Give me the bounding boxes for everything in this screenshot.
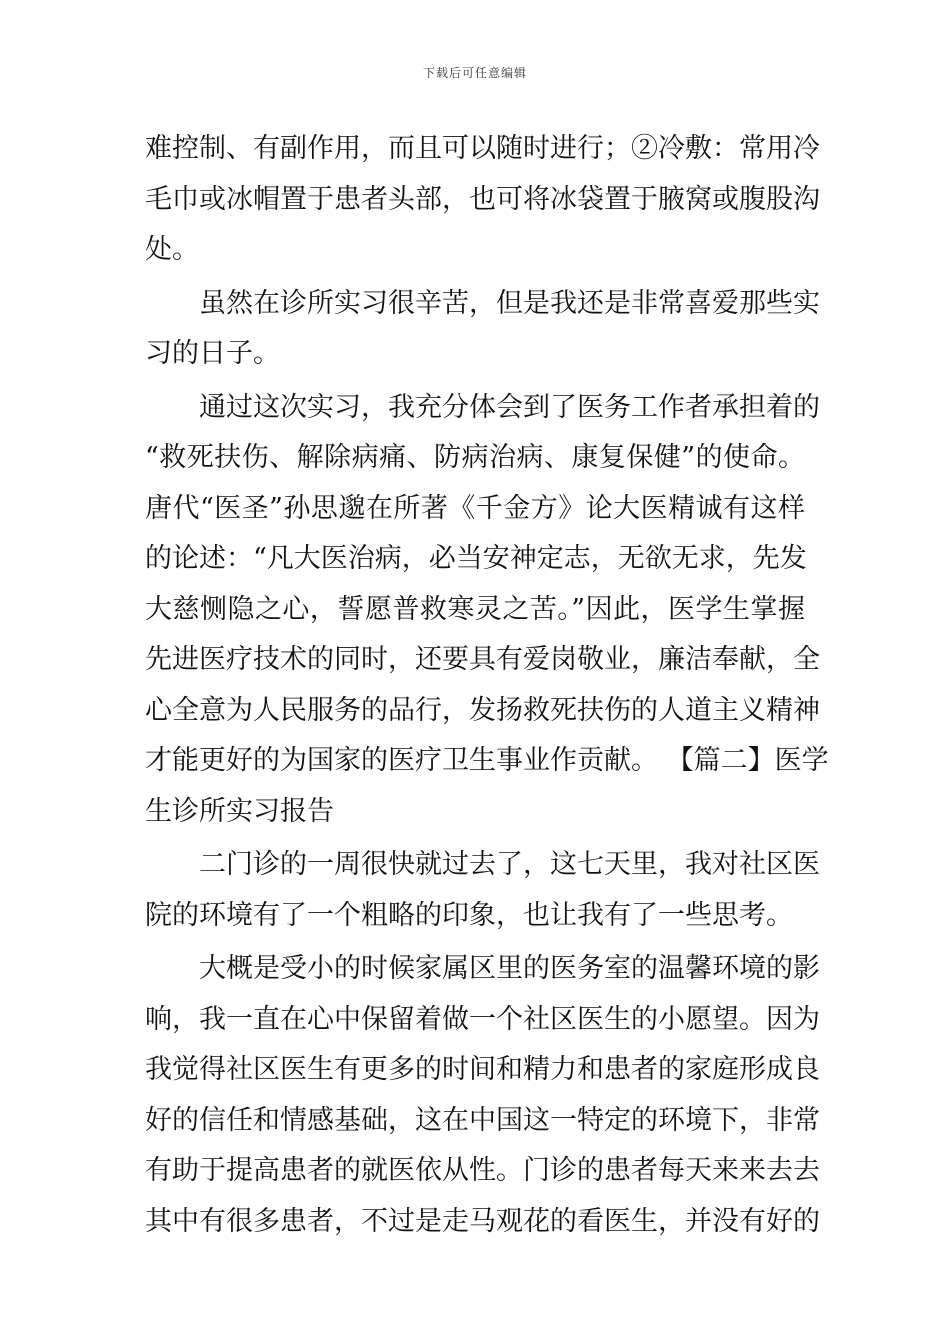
text-line: 生诊所实习报告 — [145, 795, 334, 827]
paragraph — [145, 840, 820, 941]
text-line: 的论述：“凡大医治病，必当安神定志，无欲无求，先发 — [145, 543, 807, 574]
text-line: 才能更好的为国家的医疗卫生事业作贡献。 【篇二】医学 — [145, 745, 829, 776]
text-line: 大慈恻隐之心，誓愿普救寒灵之苦。”因此，医学生掌握 — [145, 593, 805, 625]
text-line: 其中有很多患者，不过是走马观花的看医生，并没有好的 — [145, 1205, 820, 1237]
text-line: 二门诊的一周很快就过去了，这七天里，我对社区医 — [199, 849, 820, 880]
text-line: 虽然在诊所实习很辛苦，但是我还是非常喜爱那些实 — [199, 287, 820, 319]
text-line: 响，我一直在心中保留着做一个社区医生的小愿望。因为 — [145, 1003, 820, 1035]
text-line: 院的环境有了一个粗略的印象，也让我有了一些思考。 — [145, 899, 793, 931]
text-line: 有助于提高患者的就医依从性。门诊的患者每天来来去去 — [145, 1155, 820, 1186]
text-line: 我觉得社区医生有更多的时间和精力和患者的家庭形成良 — [145, 1054, 820, 1085]
text-line: 难控制、有副作用，而且可以随时进行；②冷敷：常用冷 — [145, 133, 820, 164]
text-line: “救死扶伤、解除病痛、防病治病、康复保健”的使命。 — [145, 442, 805, 473]
text-line: 通过这次实习，我充分体会到了医务工作者承担着的 — [199, 391, 820, 423]
text-line: 毛巾或冰帽置于患者头部，也可将冰袋置于腋窝或腹股沟 — [145, 183, 820, 215]
page-header: 下载后可任意编辑 — [422, 66, 527, 80]
text-line: 好的信任和情感基础，这在中国这一特定的环境下，非常 — [145, 1104, 820, 1136]
text-line: 先进医疗技术的同时，还要具有爱岗敬业，廉洁奉献，全 — [145, 644, 820, 675]
paragraph — [145, 944, 820, 1247]
text-line: 习的日子。 — [145, 338, 280, 369]
document-body — [145, 124, 829, 1247]
paragraph — [145, 279, 820, 380]
text-line: 大概是受小的时候家属区里的医务室的温馨环境的影 — [199, 953, 820, 984]
text-line: 唐代“医圣”孙思邈在所著《千金方》论大医精诚有这样 — [145, 492, 805, 524]
text-line: 处。 — [145, 234, 199, 265]
text-line: 心全意为人民服务的品行，发扬救死扶伤的人道主义精神 — [145, 694, 820, 726]
paragraph — [145, 383, 829, 838]
paragraph — [145, 124, 820, 276]
